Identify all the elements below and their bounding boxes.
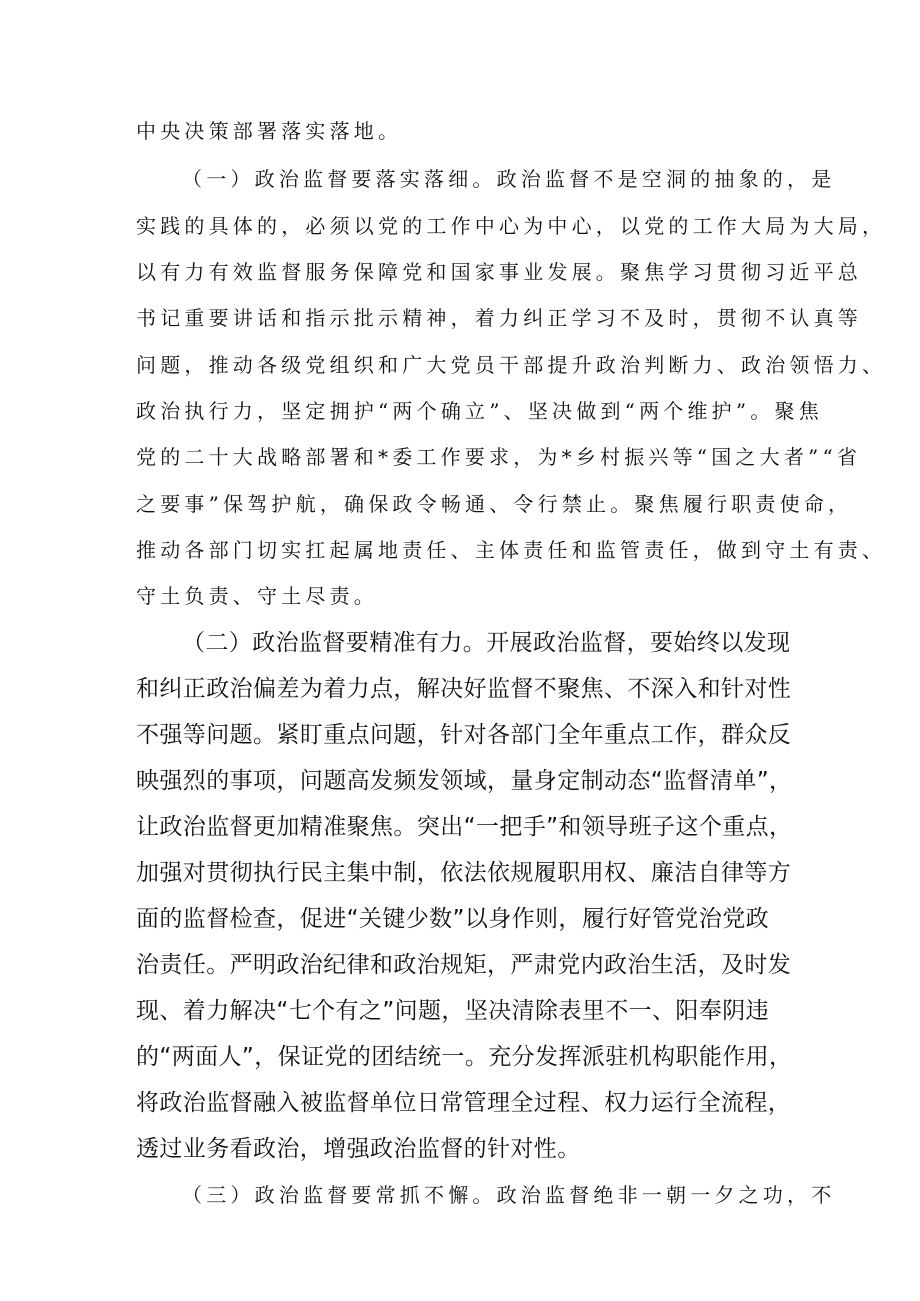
section-heading-line: （二）政治监督要精准有力。开展政治监督，要始终以发现 — [182, 630, 791, 656]
text-line: 中央决策部署落实落地。 — [136, 119, 403, 143]
text-line: 将政治监督融入被监督单位日常管理全过程、权力运行全流程， — [136, 1090, 792, 1116]
text-line: 和纠正政治偏差为着力点，解决好监督不聚焦、不深入和针对性 — [136, 676, 792, 702]
text-line: 党的二十大战略部署和*委工作要求，为*乡村振兴等“国之大者”“省 — [136, 445, 862, 469]
text-line: 之要事”保驾护航，确保政令畅通、令行禁止。聚焦履行职责使命， — [136, 492, 853, 516]
text-line: 加强对贯彻执行民主集中制，依法依规履职用权、廉洁自律等方 — [136, 860, 792, 886]
text-line: 不强等问题。紧盯重点问题，针对各部门全年重点工作，群众反 — [136, 722, 792, 748]
text-line: 推动各部门切实扛起属地责任、主体责任和监管责任，做到守土有责、 — [136, 538, 887, 562]
text-line: 的“两面人”，保证党的团结统一。充分发挥派驻机构职能作用， — [136, 1044, 793, 1070]
text-line: 问题，推动各级党组织和广大党员干部提升政治判断力、政治领悟力、 — [136, 353, 887, 377]
text-line: 书记重要讲话和指示批示精神，着力纠正学习不及时，贯彻不认真等 — [136, 306, 862, 330]
text-line: 面的监督检查，促进“关键少数”以身作则，履行好管党治党政 — [136, 906, 770, 932]
text-line: 政治执行力，坚定拥护“两个确立”、坚决做到“两个维护”。聚焦 — [136, 399, 823, 423]
text-line: 现、着力解决“七个有之”问题，坚决清除表里不一、阳奉阴违 — [136, 998, 770, 1024]
text-line: 以有力有效监督服务保障党和国家事业发展。聚焦学习贯彻习近平总 — [136, 260, 862, 284]
text-line: 守土负责、守土尽责。 — [136, 584, 378, 608]
section-heading-line: （一）政治监督要落实落细。政治监督不是空洞的抽象的，是 — [182, 167, 836, 191]
text-line: 实践的具体的，必须以党的工作中心为中心，以党的工作大局为大局， — [136, 214, 887, 238]
text-line: 透过业务看政治，增强政治监督的针对性。 — [136, 1136, 581, 1162]
text-line: 映强烈的事项，问题高发频发领域，量身定制动态“监督清单”， — [136, 768, 793, 794]
text-line: 让政治监督更加精准聚焦。突出“一把手”和领导班子这个重点， — [136, 814, 793, 840]
text-line: 治责任。严明政治纪律和政治规矩，严肃党内政治生活，及时发 — [136, 952, 792, 978]
section-heading-line: （三）政治监督要常抓不懈。政治监督绝非一朝一夕之功，不 — [182, 1183, 836, 1207]
